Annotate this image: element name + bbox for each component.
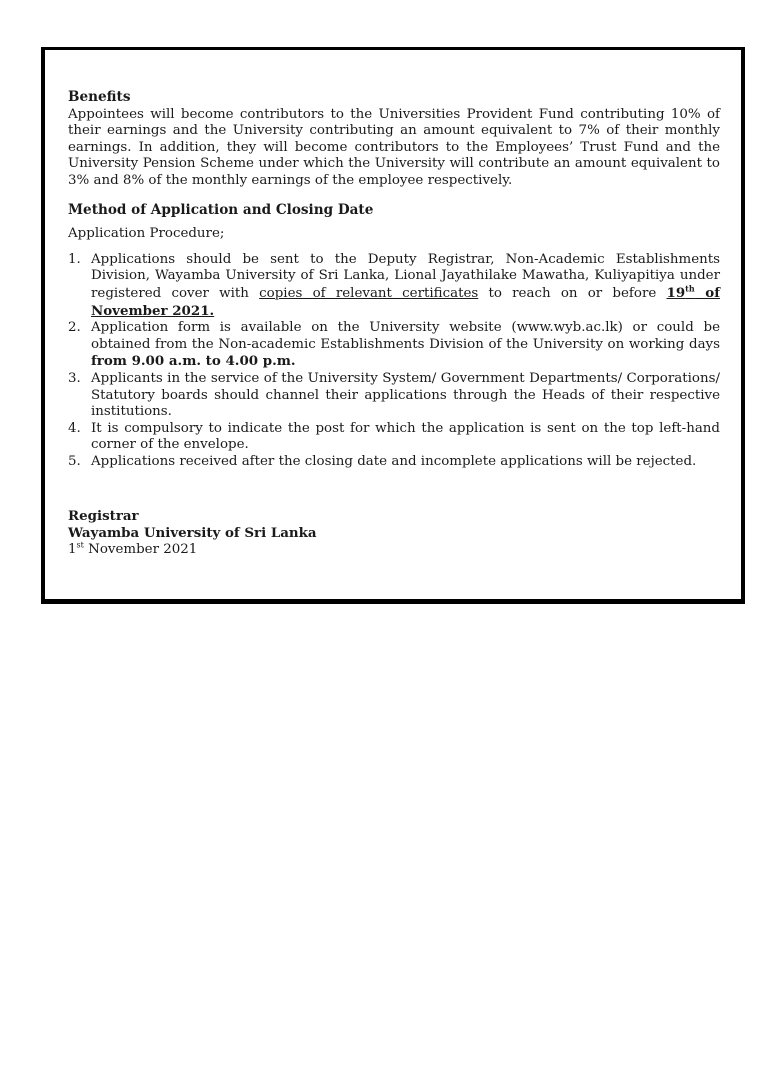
item-number: 2. [68, 320, 81, 336]
date-day-suffix: st [76, 540, 84, 550]
benefits-text: Appointees will become contributors to the Universities Provident Fund contributing 10% of their earnings and the University contributing an amount equivalent to 7% of their monthly earnings. In addition, they will become contributors to the Employees’ Trust Fund and the University Pension Scheme under which the University will contribute an amount equivalent to 3% and 8% of the monthly earnings of the employee respectively. [68, 106, 720, 188]
benefits-heading: Benefits [68, 89, 131, 105]
office-hours: from 9.00 a.m. to 4.00 p.m. [91, 353, 296, 370]
procedure-item-3 [68, 371, 720, 421]
procedure-label: Application Procedure; [68, 226, 225, 242]
closing-day: 19 [666, 284, 686, 301]
method-heading: Method of Application and Closing Date [68, 201, 374, 218]
certificates-emphasis: copies of relevant certificates [259, 285, 479, 301]
signature-block [68, 508, 720, 558]
procedure-list [68, 252, 720, 471]
item-text-cont: to reach on or before [478, 285, 667, 301]
closing-day-suffix: th [685, 283, 695, 294]
signature-date [68, 542, 720, 559]
signatory-organization: Wayamba University of Sri Lanka [68, 525, 317, 542]
item-text: Applications should be sent to the Deputy Registrar, Non-Academic Establishments Division, Wayamba University of Sri Lanka, Lional Jayathilake Mawatha, Kuliyapitiya under registered cover with [91, 251, 720, 301]
method-section [68, 202, 720, 471]
item-text: Applicants in the service of the University System/ Government Departments/ Corporations/ Statutory boards should channel their applications through the Heads of their respective institutions. [91, 370, 720, 420]
item-text: It is compulsory to indicate the post for which the application is sent on the top left-hand corner of the envelope. [91, 420, 720, 453]
date-month-year: November 2021 [83, 541, 198, 557]
signatory-title: Registrar [68, 508, 139, 525]
date-day: 1 [68, 541, 77, 557]
closing-month-year: of November 2021. [91, 284, 721, 319]
item-number: 5. [68, 453, 81, 469]
procedure-item-4 [68, 421, 720, 454]
item-text: Application form is available on the University website (www.wyb.ac.lk) or could be obtained from the Non-academic Establishments Division of the University on working days [91, 320, 720, 352]
notice-frame [41, 47, 745, 604]
item-number: 4. [68, 420, 81, 436]
item-number: 3. [68, 370, 81, 386]
procedure-item-1 [68, 252, 720, 320]
procedure-item-5 [68, 454, 720, 471]
item-text: Applications received after the closing date and incomplete applications will be rejected. [91, 453, 697, 469]
procedure-item-2 [68, 320, 720, 371]
notice-content [68, 89, 720, 558]
benefits-section [68, 89, 720, 190]
item-number: 1. [68, 251, 81, 267]
